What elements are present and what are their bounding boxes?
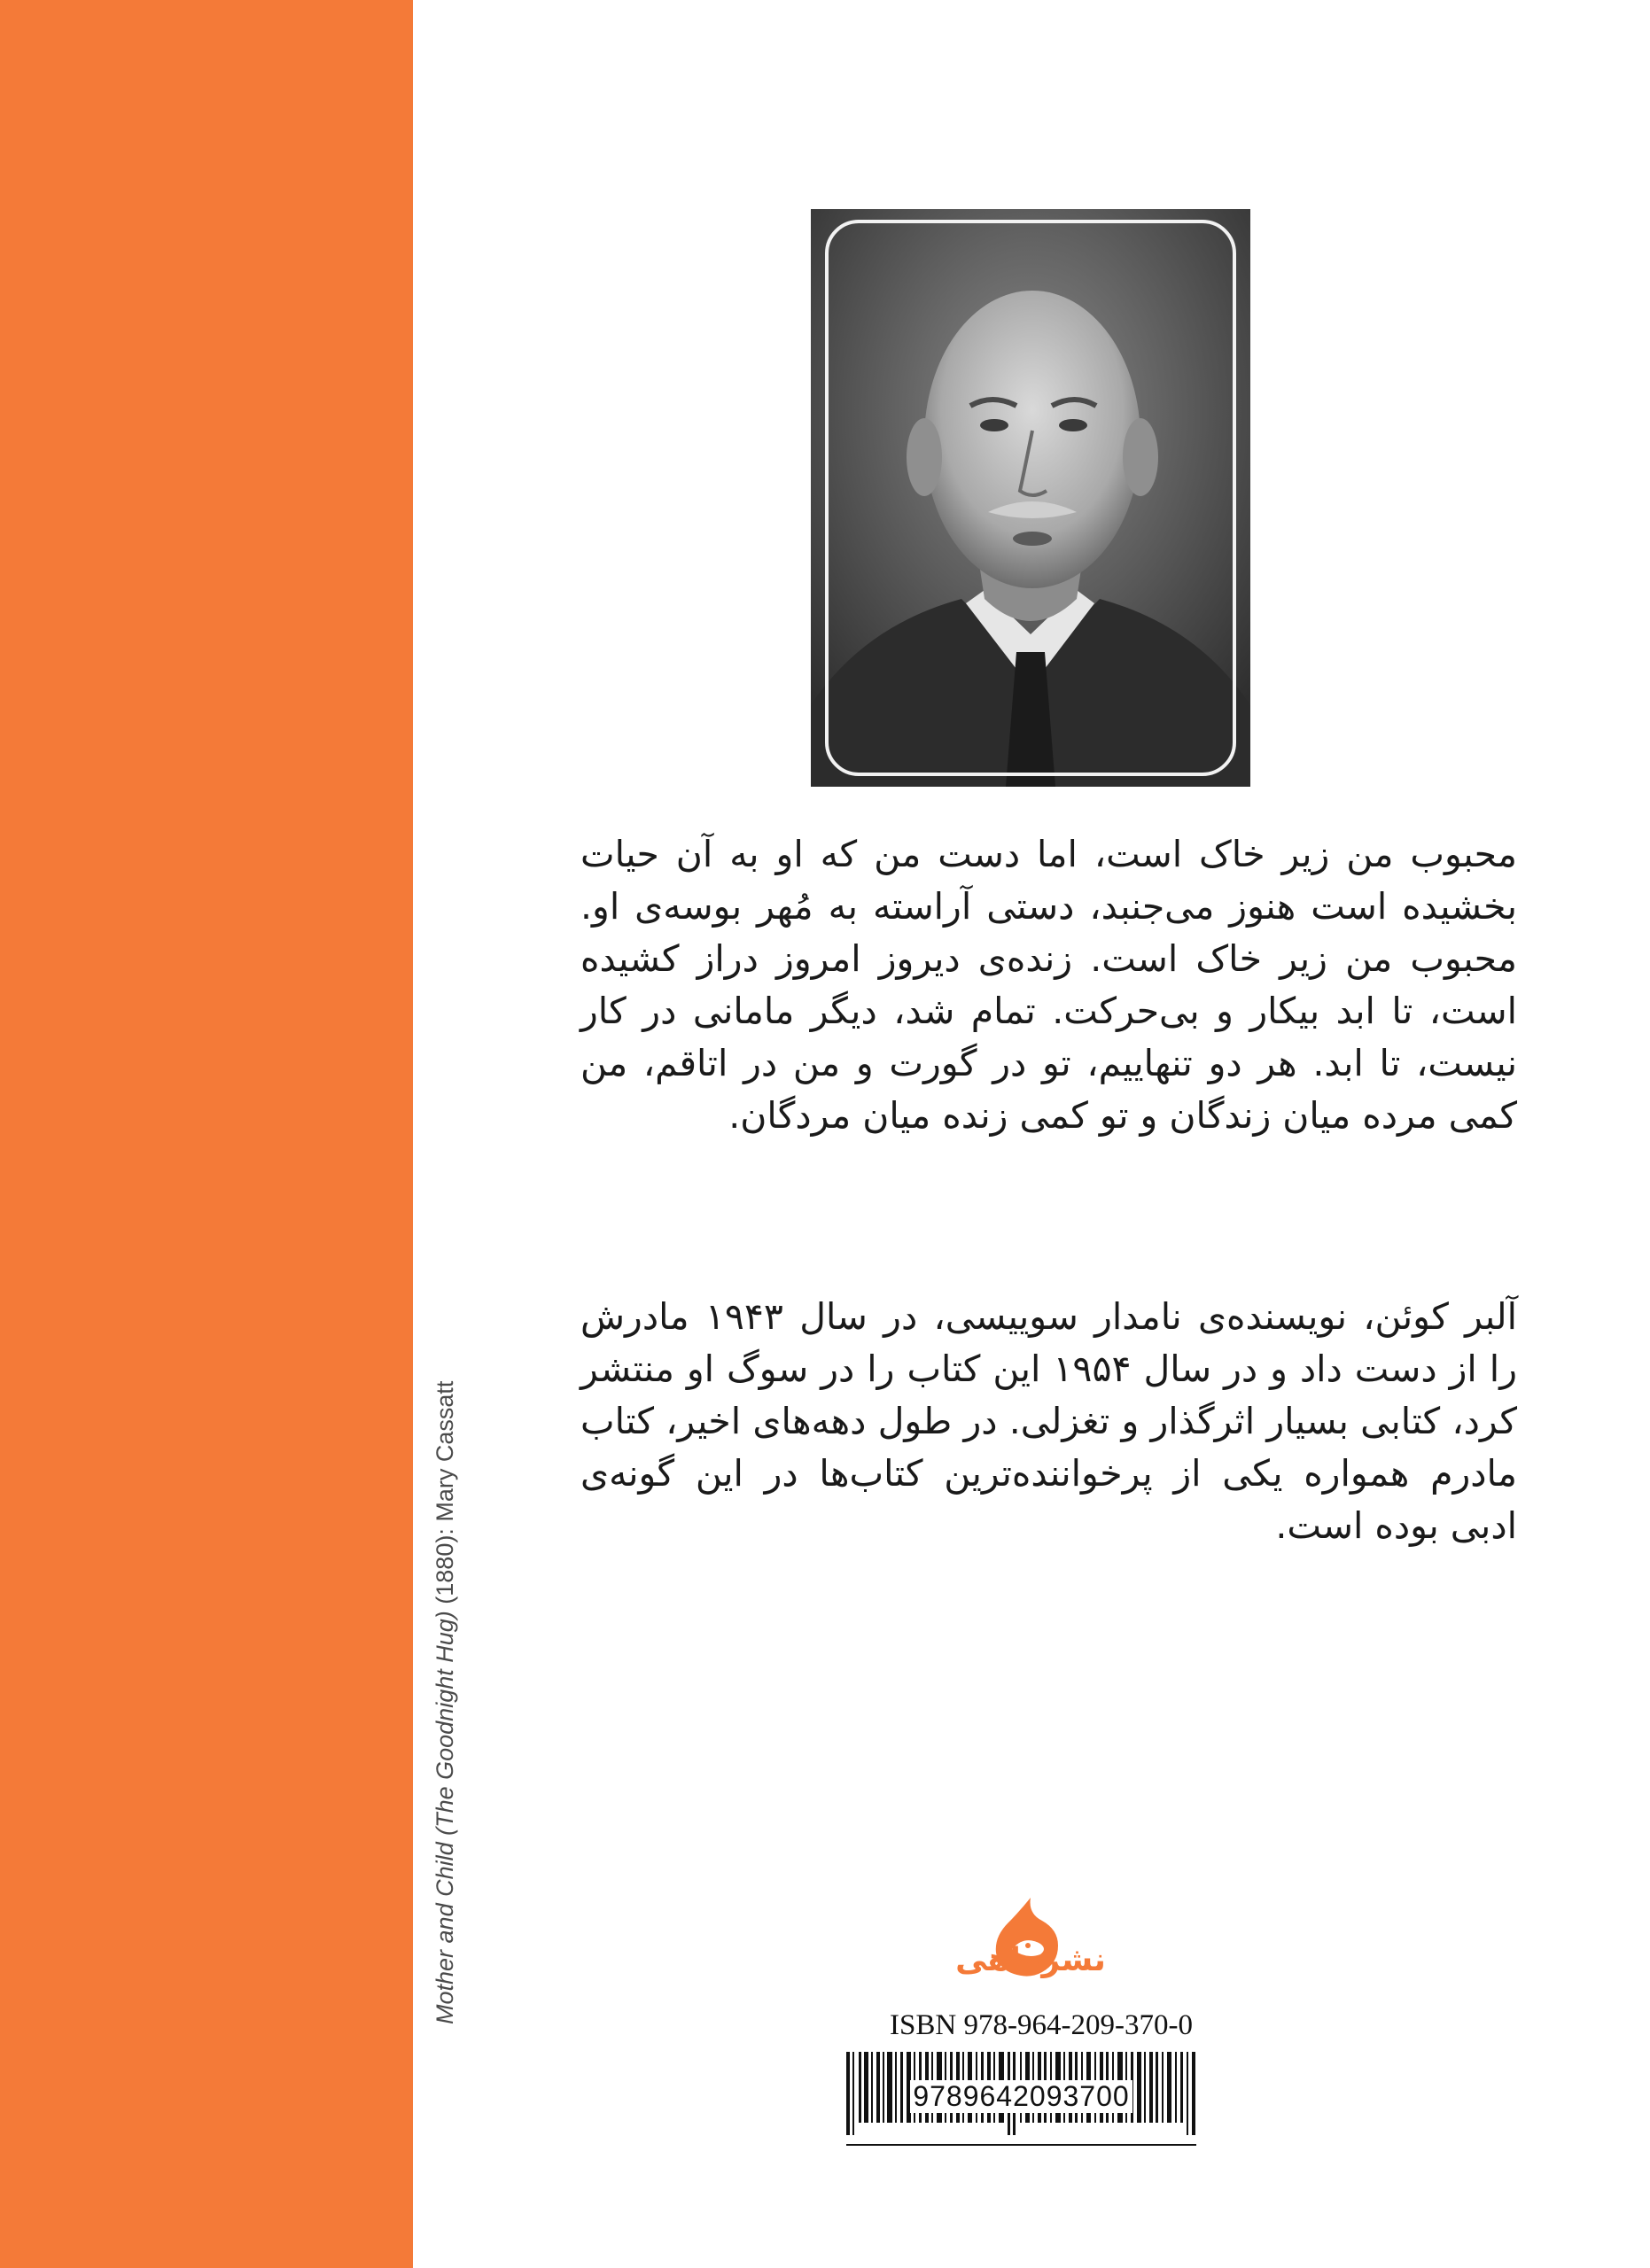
isbn-label: ISBN 978-964-209-370-0 [890,2009,1193,2041]
description-paragraph: آلبر کوئن، نویسنده‌ی نامدار سوییسی، در سال ۱۹۴۳ مادرش را از دست داد و در سال ۱۹۵۴ این کتاب را در سوگ او منتشر کرد، کتابی بسیار اثرگذار و تغزلی. در طول دهه‌های اخیر، کتاب مادرم همواره یکی از پرخواننده‌ترین کتاب‌ها در این گونه‌ی ادبی بوده است. [580,1295,1518,1547]
excerpt-paragraph: محبوب من زیر خاک است، اما دست من که او به آن حیات بخشیده است هنوز می‌جنبد، دستی آراسته به مُهر بوسه‌ی او. محبوب من زیر خاک است. زنده‌ی دیروز امروز دراز کشیده است، تا ابد بیکار و بی‌حرکت. تمام شد، دیگر مامانی در کار نیست، تا ابد. هر دو تنهاییم، تو در گورت و من در اتاقم، من کمی مرده میان زندگان و تو کمی زنده میان مردگان. [580,833,1517,1137]
publisher-name: نشرماهی [955,1942,1106,1978]
cover-art-credit: (1880): Mary Cassatt [432,1380,458,1604]
barcode-underline [846,2144,1196,2146]
isbn-digits: 9789642093700 [910,2080,1132,2113]
cover-art-title: Mother and Child (The Goodnight Hug) [432,1611,458,2024]
author-portrait [811,209,1250,787]
cover-art-caption [432,1381,459,2024]
isbn-digits-row [846,2073,1196,2119]
orange-spine-band [0,0,413,2268]
author-portrait-photo [811,209,1250,787]
